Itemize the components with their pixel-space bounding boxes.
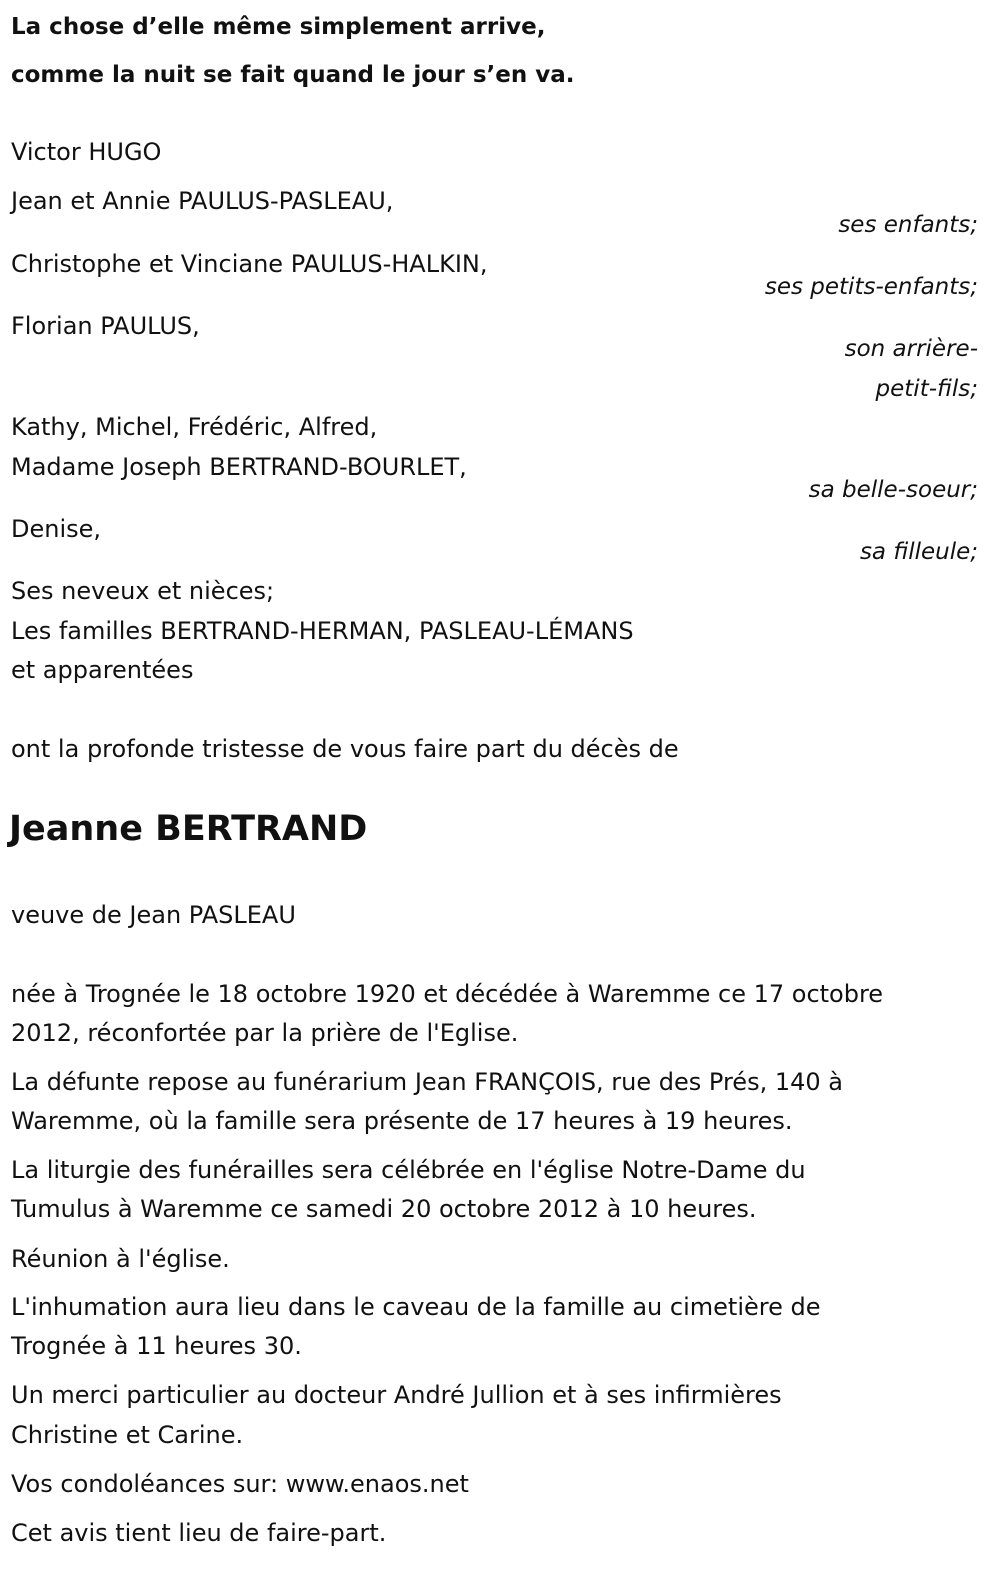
greatgrandson-names: Florian PAULUS, [11, 312, 200, 340]
grandchildren-relation: ses petits-enfants; [764, 274, 978, 300]
burial-line-2: Trognée à 11 heures 30. [11, 1332, 302, 1360]
deceased-name: Jeanne BERTRAND [9, 809, 368, 849]
thanks-line-2: Christine et Carine. [11, 1421, 244, 1449]
meeting-info: Réunion à l'église. [11, 1245, 230, 1273]
birth-death-line-2: 2012, réconfortée par la prière de l'Eglise. [11, 1019, 519, 1047]
grandchildren-names: Christophe et Vinciane PAULUS-HALKIN, [11, 250, 488, 278]
burial-line-1: L'inhumation aura lieu dans le caveau de la famille au cimetière de [11, 1293, 821, 1321]
quote-author: Victor HUGO [11, 138, 162, 166]
thanks-line-1: Un merci particulier au docteur André Jullion et à ses infirmières [11, 1381, 782, 1409]
goddaughter-names: Denise, [11, 515, 102, 543]
birth-death-line-1: née à Trognée le 18 octobre 1920 et décédée à Waremme ce 17 octobre [11, 980, 884, 1008]
children-names: Jean et Annie PAULUS-PASLEAU, [11, 187, 394, 215]
rest-line-1: La défunte repose au funérarium Jean FRANÇOIS, rue des Prés, 140 à [11, 1068, 843, 1096]
quote-line-1: La chose d’elle même simplement arrive, [11, 14, 546, 40]
widow-of: veuve de Jean PASLEAU [11, 901, 296, 929]
sister-in-law-names: Madame Joseph BERTRAND-BOURLET, [11, 453, 467, 481]
condolences-info: Vos condoléances sur: www.enaos.net [11, 1470, 469, 1498]
goddaughter-relation: sa filleule; [859, 539, 978, 565]
notice-text: Cet avis tient lieu de faire-part. [11, 1519, 387, 1547]
children-relation: ses enfants; [838, 212, 978, 238]
nephews-nieces: Ses neveux et nièces; [11, 577, 275, 605]
liturgy-line-2: Tumulus à Waremme ce samedi 20 octobre 2012 à 10 heures. [11, 1195, 757, 1223]
rest-line-2: Waremme, où la famille sera présente de 17 heures à 19 heures. [11, 1107, 793, 1135]
quote-line-2: comme la nuit se fait quand le jour s’en va. [11, 62, 575, 88]
greatgrandson-relation-line-1: son arrière- [844, 336, 978, 362]
liturgy-line-1: La liturgie des funérailles sera célébrée en l'église Notre-Dame du [11, 1156, 806, 1184]
greatgrandson-relation-line-2: petit-fils; [875, 376, 978, 402]
sister-in-law-relation: sa belle-soeur; [808, 477, 978, 503]
families-line-2: et apparentées [11, 656, 194, 684]
families-line-1: Les familles BERTRAND-HERMAN, PASLEAU-LÉMANS [11, 617, 634, 645]
other-family-names: Kathy, Michel, Frédéric, Alfred, [11, 413, 378, 441]
announcement-intro: ont la profonde tristesse de vous faire part du décès de [11, 735, 679, 763]
